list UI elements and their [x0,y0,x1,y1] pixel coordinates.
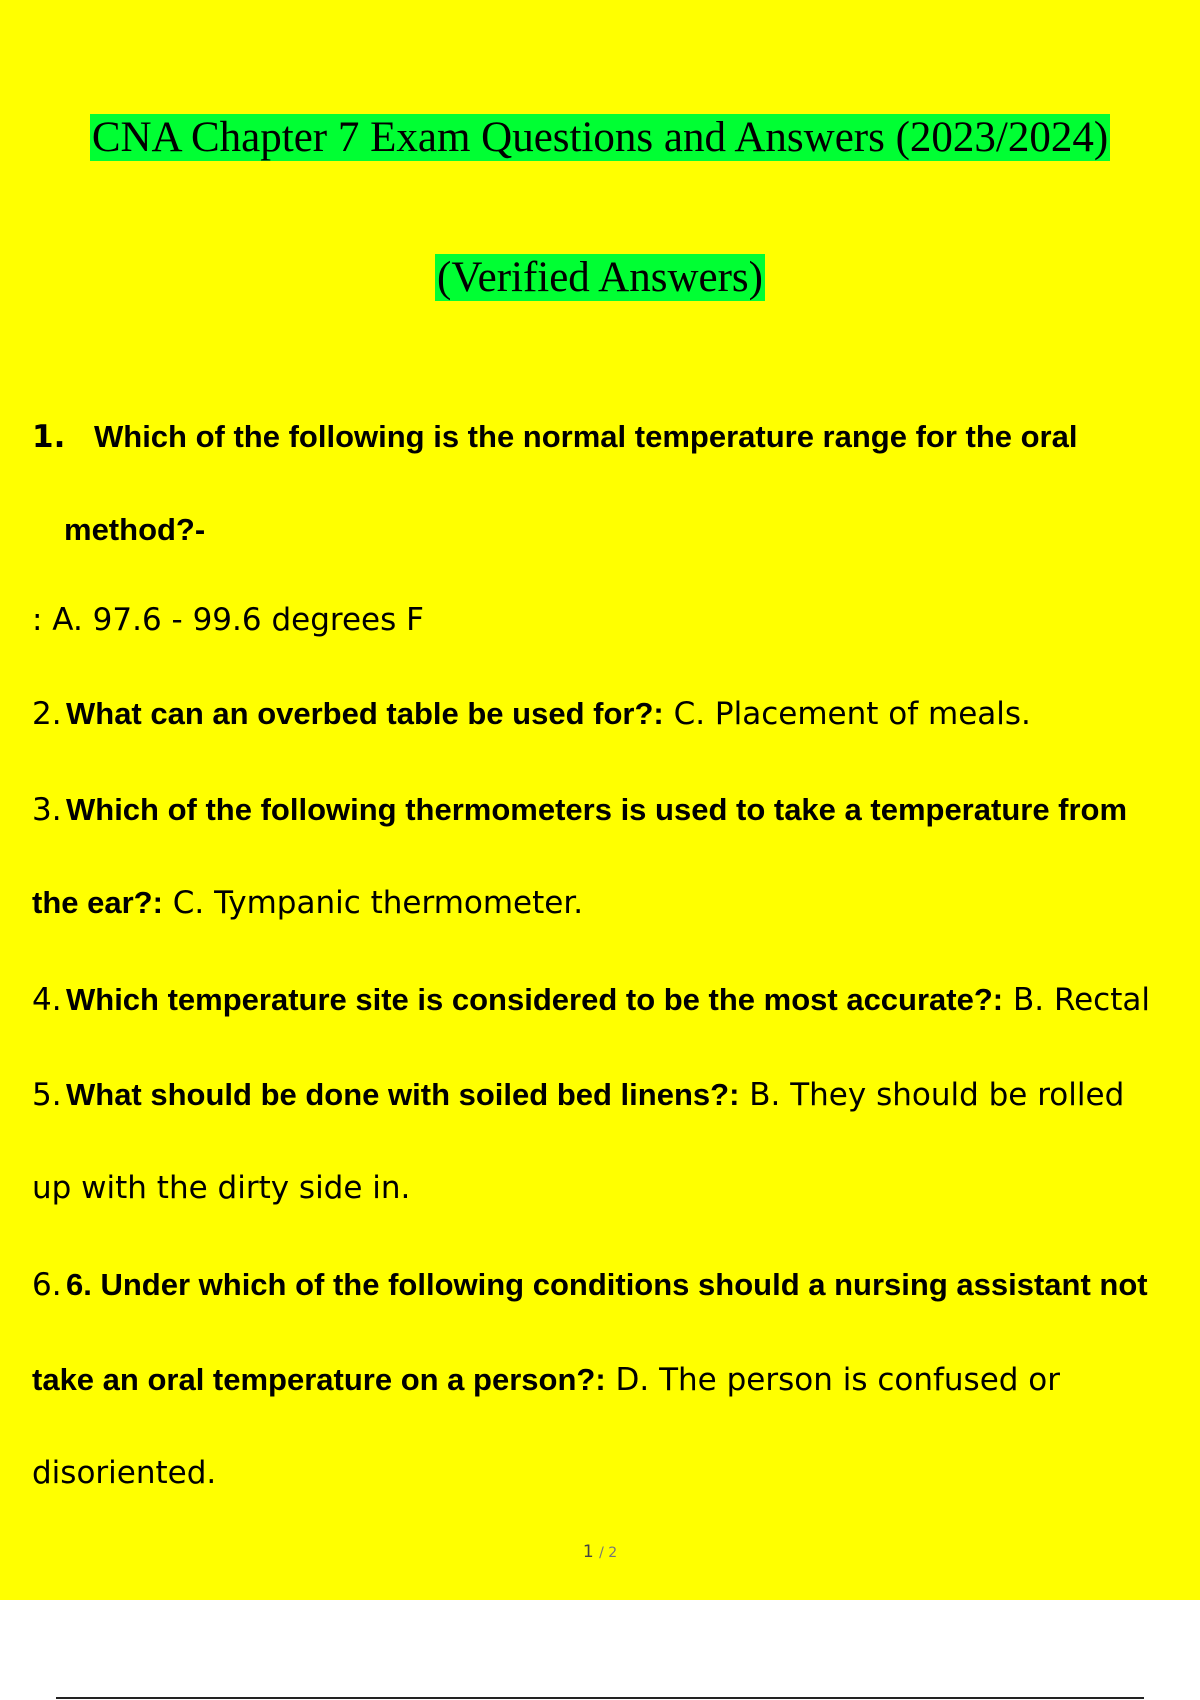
question-number: 2. [32,696,62,732]
question-number: 6. [32,1267,62,1303]
page-current: 1 [582,1542,594,1562]
answer-6-continued [32,1453,1200,1493]
question-number: 5. [32,1077,62,1113]
question-text: take an oral temperature on a person?: [32,1362,606,1397]
answer-text: : A. 97.6 - 99.6 degrees F [32,602,424,638]
answer-text: B. They should be rolled [739,1077,1125,1113]
page-total: / 2 [599,1545,618,1561]
question-1 [32,417,1200,457]
question-text: the ear?: [32,885,163,920]
question-text: What can an overbed table be used for?: [66,696,664,731]
question-6-continued [32,1360,1200,1400]
question-1-continued [64,510,1200,550]
answer-1 [32,600,1200,640]
question-text: What should be done with soiled bed linens?: [66,1077,740,1112]
answer-text: disoriented. [32,1455,217,1491]
question-3-continued [32,883,1200,923]
question-text: Which temperature site is considered to be the most accurate?: [66,982,1004,1017]
question-4 [32,980,1200,1020]
question-3 [32,790,1200,830]
question-text: Which of the following is the normal temperature range for the oral [94,419,1078,454]
answer-text: C. Tympanic thermometer. [162,885,584,921]
page-indicator [0,1542,1200,1562]
answer-text: up with the dirty side in. [32,1170,411,1206]
title-line-1: CNA Chapter 7 Exam Questions and Answers (2023/2024) [91,114,1109,161]
question-number: 1. [32,419,66,455]
divider [56,1697,1144,1699]
question-6 [32,1265,1200,1305]
question-text: method?- [64,512,206,547]
question-2 [32,694,1200,734]
answer-5-continued [32,1168,1200,1208]
document-subtitle [0,250,1200,306]
question-number: 4. [32,982,62,1018]
question-5 [32,1075,1200,1115]
answer-text: B. Rectal [1003,982,1150,1018]
question-number: 3. [32,792,62,828]
answer-text: D. The person is confused or [605,1362,1061,1398]
question-text: 6. Under which of the following conditions should a nursing assistant not [66,1267,1148,1302]
question-text: Which of the following thermometers is used to take a temperature from [66,792,1128,827]
title-line-2: (Verified Answers) [437,254,763,301]
document-title [0,110,1200,166]
answer-text: C. Placement of meals. [663,696,1031,732]
